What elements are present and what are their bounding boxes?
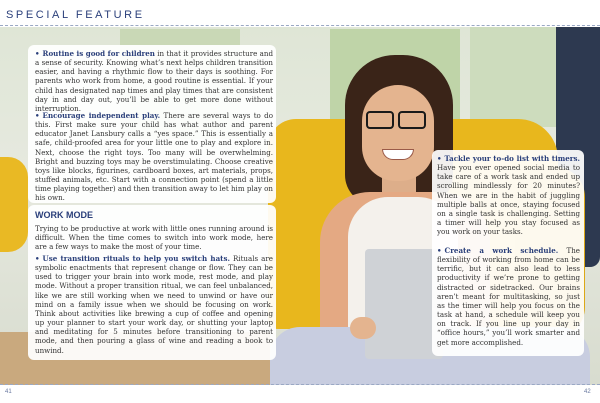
body-routine: in that it provides structure and a sense of security. Knowing what’s next helps children transition easier, and having a rhythmic flow to their days is soothing. For parents who work from home, a good routine is essential. If your child has designated nap times and play times that are consistent day in and day out, you’ll be able to get more done without interruption. <box>35 49 273 113</box>
yellow-pillow <box>0 157 28 252</box>
lead-independent-play: Encourage independent play. <box>42 111 161 120</box>
lead-schedule: Create a work schedule. <box>444 246 559 255</box>
lead-rituals: Use transition rituals to help you switch hats. <box>42 254 230 263</box>
bullet-icon: • <box>437 154 442 163</box>
paragraph-rituals <box>35 254 273 355</box>
page-number-left: 41 <box>5 389 12 395</box>
paragraph-independent-play <box>35 111 273 203</box>
section-title: SPECIAL FEATURE <box>6 9 145 21</box>
window-right <box>470 27 570 127</box>
woman-face <box>362 85 434 181</box>
work-mode-heading: WORK MODE <box>35 210 93 220</box>
bullet-icon: • <box>35 49 40 58</box>
body-rituals: Rituals are symbolic enactments that represent change or flow. They can be used to trigger your brain into work mode, rest mode, and play mode. Without a proper transition ritual, we can feel unbalanced, like we are still working when we need to unwind or have our mind on a family issue when we should be focusing on work. Think about activities like brewing a cup of coffee and opening up your planner to start your work day, or shutting your laptop and meditating for 5 minutes before transitioning to parent mode, and then pouring a glass of wine and reading a book to unwind. <box>35 254 273 355</box>
header-bar <box>0 0 600 26</box>
lead-todo: Tackle your to-do list with timers. <box>444 154 580 163</box>
bullet-icon: • <box>35 254 40 263</box>
paragraph-schedule <box>437 246 580 347</box>
bullet-icon: • <box>35 111 40 120</box>
lead-routine: Routine is good for children <box>42 49 155 58</box>
footer-rule <box>0 384 600 386</box>
glasses-icon <box>366 111 428 127</box>
work-mode-intro: Trying to be productive at work with little ones running around is difficult. When the time comes to switch into work mode, here are a few ways to make the most of your time. <box>35 224 273 252</box>
page-number-right: 42 <box>584 389 591 395</box>
body-schedule: The flexibility of working from home can be terrific, but it can also lead to less productivity if we’re prone to getting distracted or sidetracked. Our brains aren’t meant for multitasking, so just as the timer will help you focus on the task at hand, a schedule will keep you on track. If you line up your day in “office hours,” you’ll work smarter and get more accomplished. <box>437 246 580 347</box>
body-independent-play: There are several ways to do this. First make sure your child has what author and parent educator Janet Lansbury calls a “yes space.” This is essentially a safe, child-proofed area for your little one to play and explore in. Next, choose the right toys. Too many will be overwhelming. Bright and buzzing toys may be overstimulating. Choose creative toys like blocks, figurines, cardboard boxes, art materials, props, stuffed animals, etc. Start with a connection point (spend a little time playing together) and then transition away to let him play on his own. <box>35 111 273 203</box>
paragraph-routine <box>35 49 273 113</box>
woman-hand <box>350 317 376 339</box>
paragraph-todo <box>437 154 580 236</box>
bullet-icon: • <box>437 246 442 255</box>
body-todo: Have you ever opened social media to take care of a work task and ended up scrolling mindlessly for 20 minutes? When we are in the habit of juggling multiple balls at once, staying focused on a single task is challenging. Setting a timer will help you stay focused as you work on your tasks. <box>437 163 580 237</box>
